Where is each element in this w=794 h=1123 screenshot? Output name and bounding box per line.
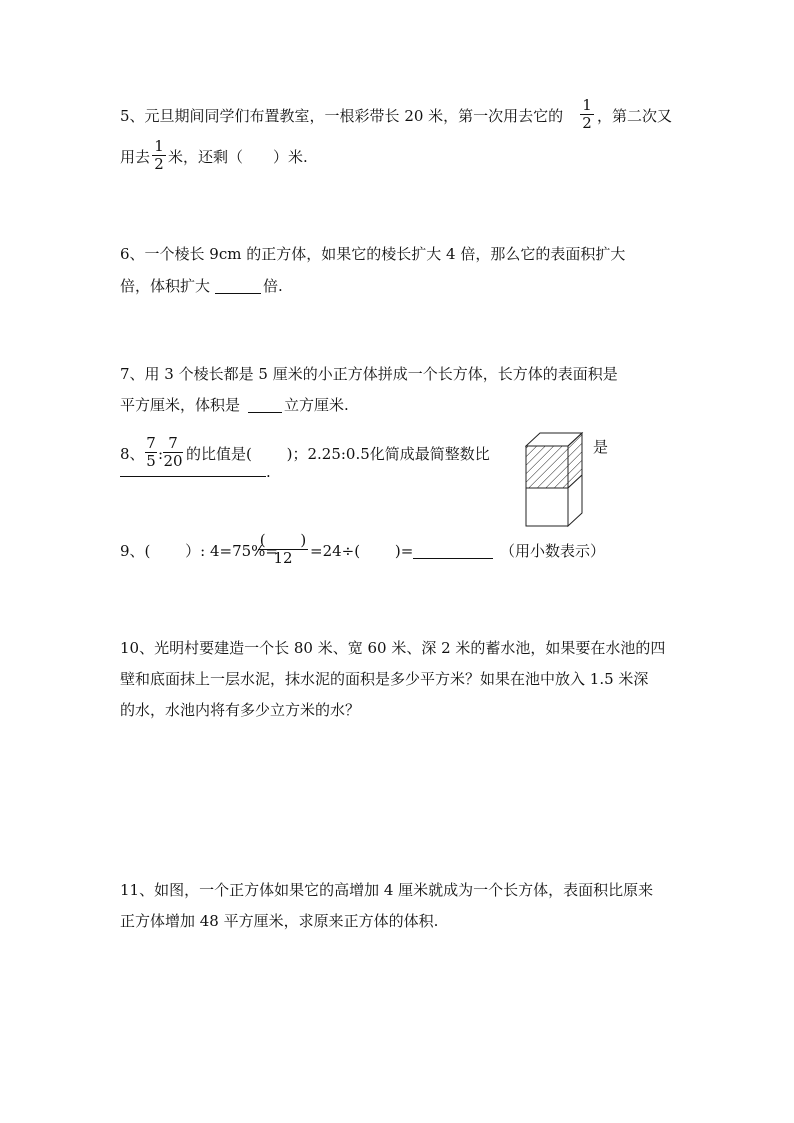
q7-line2-start: 平方厘米，体积是 [120, 396, 241, 414]
q9-fraction: ( ) 12 [259, 531, 307, 567]
q5-fraction-1: $\frac{1}{2}$ [580, 97, 594, 132]
q10-line1: 10、光明村要建造一个长 80 米、宽 60 米、深 2 米的蓄水池，如果要在水池的四 [120, 639, 666, 657]
q5-line1-end: ，第二次又 [597, 107, 673, 125]
q7-answer-blank[interactable] [248, 412, 282, 413]
q10-line3: 的水，水池内将有多少立方米的水？ [120, 701, 361, 719]
q7-line1: 7、用 3 个棱长都是 5 厘米的小正方体拼成一个长方体，长方体的表面积是 [120, 365, 618, 383]
q8-text: 的比值是( )；2.25:0.5化简成最简整数比 [186, 445, 490, 463]
q6-line1: 6、一个棱长 9cm 的正方体，如果它的棱长扩大 4 倍，那么它的表面积扩大 [120, 245, 626, 263]
q8-prefix: 8、 [120, 445, 145, 463]
q6-line2-start: 倍，体积扩大 [120, 277, 211, 295]
q9-end: （用小数表示） [500, 542, 606, 560]
q5-line2-start: 用去 [120, 148, 151, 166]
q9-mid: =24÷( )= [310, 542, 414, 560]
q8-end: . [266, 463, 271, 481]
q9-prefix: 9、( ）: 4=75%= [120, 542, 279, 560]
q8-fraction-2: $\frac{7}{20}$ [163, 434, 183, 470]
q5-fraction-2: $\frac{1}{2}$ [152, 138, 166, 173]
q9-answer-blank[interactable] [413, 558, 493, 559]
q8-side-text: 是 [593, 438, 609, 456]
q8-answer-blank[interactable] [120, 476, 266, 477]
q5-line1: 5、元旦期间同学们布置教室，一根彩带长 20 米，第一次用去它的 [120, 107, 564, 125]
q10-line2: 壁和底面抹上一层水泥，抹水泥的面积是多少平方米？如果在池中放入 1.5 米深 [120, 670, 649, 688]
q8-fraction-1: $\frac{7}{5}$ [146, 434, 156, 470]
q6-line2-end: 倍. [263, 277, 283, 295]
q6-answer-blank[interactable] [215, 293, 261, 294]
q5-line2-end: 米，还剩（ ）米. [168, 148, 308, 166]
q8-colon: : [158, 445, 164, 463]
q11-line2: 正方体增加 48 平方厘米，求原来正方体的体积. [120, 912, 439, 930]
stacked-cube-figure [525, 432, 585, 528]
q11-line1: 11、如图，一个正方体如果它的高增加 4 厘米就成为一个长方体，表面积比原来 [120, 881, 654, 899]
q7-line2-end: 立方厘米. [284, 396, 349, 414]
